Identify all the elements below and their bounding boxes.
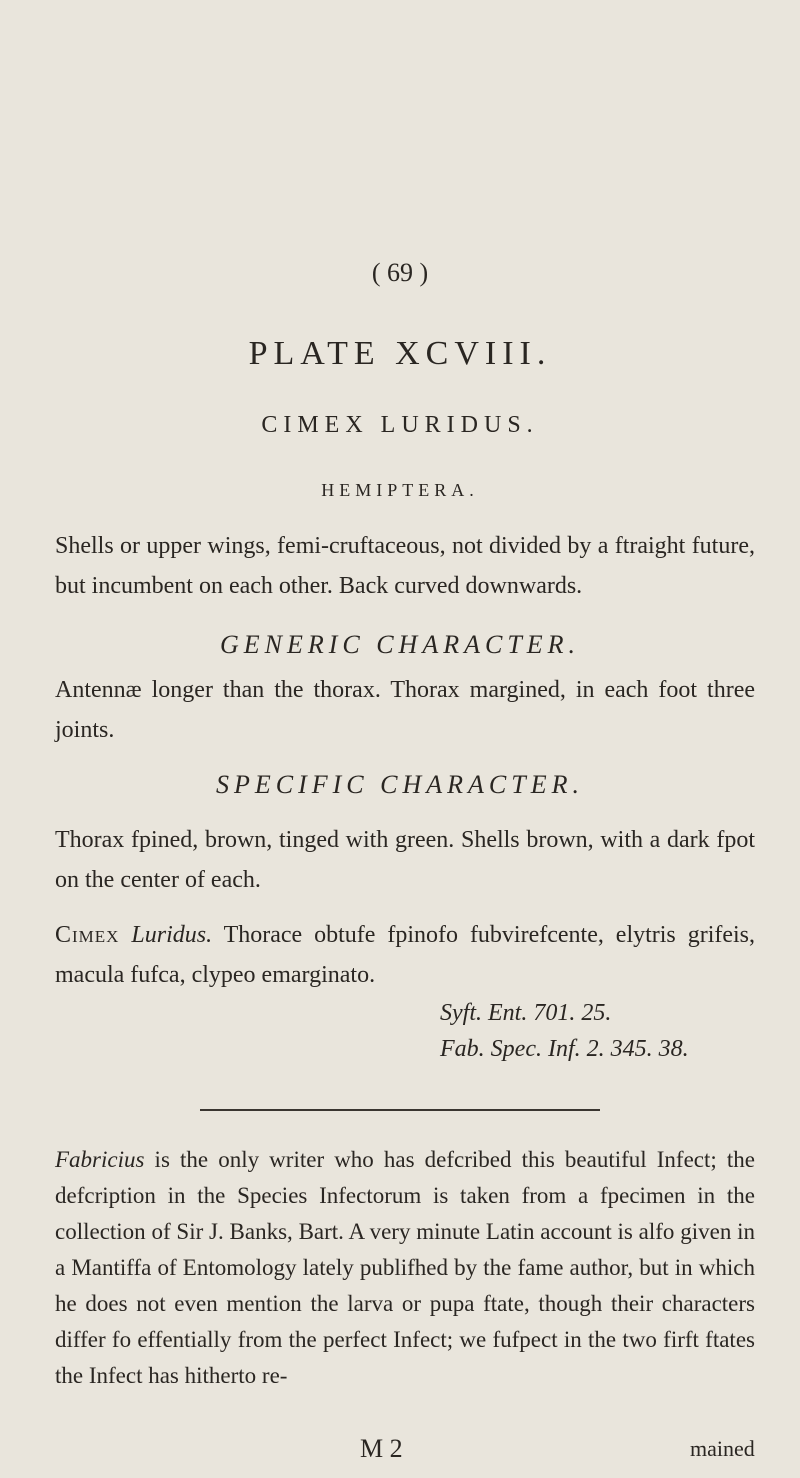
page-number: ( 69 )	[371, 258, 429, 287]
generic-heading: GENERIC CHARACTER.	[219, 630, 581, 659]
species-title: CIMEX LURIDUS.	[261, 412, 539, 438]
latin-genus: Cimex	[55, 922, 120, 948]
catchword: mained	[690, 1436, 755, 1461]
order-description: Shells or upper wings, femi-cruftaceous, not divided by a ftraight future, but incumbent on each other. Back curved downwards.	[55, 533, 755, 599]
reference-fabricius: Fab. Spec. Inf. 2. 345. 38.	[440, 1036, 689, 1062]
fabricius-text: is the only writer who has defcribed this beautiful Infect; the defcription in the Species Infectorum is taken from a fpecimen in the collection of Sir J. Banks, Bart. A very minute Latin account is alfo given in a Mantiffa of Entomology lately publifhed by the fame author, but in which he does not even mention the larva or pupa ftate, though their characters differ fo effentially from the perfect Infect; we fufpect in the two firft ftates the Infect has hitherto re-	[55, 1147, 755, 1388]
specific-heading: SPECIFIC CHARACTER.	[216, 770, 584, 799]
order-name: HEMIPTERA.	[321, 480, 479, 500]
signature-mark: M 2	[360, 1434, 403, 1463]
reference-systema: Syft. Ent. 701. 25.	[440, 1000, 612, 1026]
latin-text: Thorace obtufe fpinofo fubvirefcente, elytris grifeis, macula fufca, clypeo emarginato.	[55, 922, 756, 988]
latin-species: Luridus.	[131, 922, 213, 948]
fabricius-name: Fabricius	[55, 1147, 145, 1172]
specific-text: Thorax fpined, brown, tinged with green. Shells brown, with a dark fpot on the center of each.	[55, 827, 755, 893]
divider-rule	[200, 1109, 600, 1111]
plate-title: PLATE XCVIII.	[248, 335, 552, 372]
fabricius-note	[55, 1142, 755, 1394]
latin-description	[55, 915, 755, 995]
generic-text: Antennæ longer than the thorax. Thorax margined, in each foot three joints.	[55, 677, 755, 743]
